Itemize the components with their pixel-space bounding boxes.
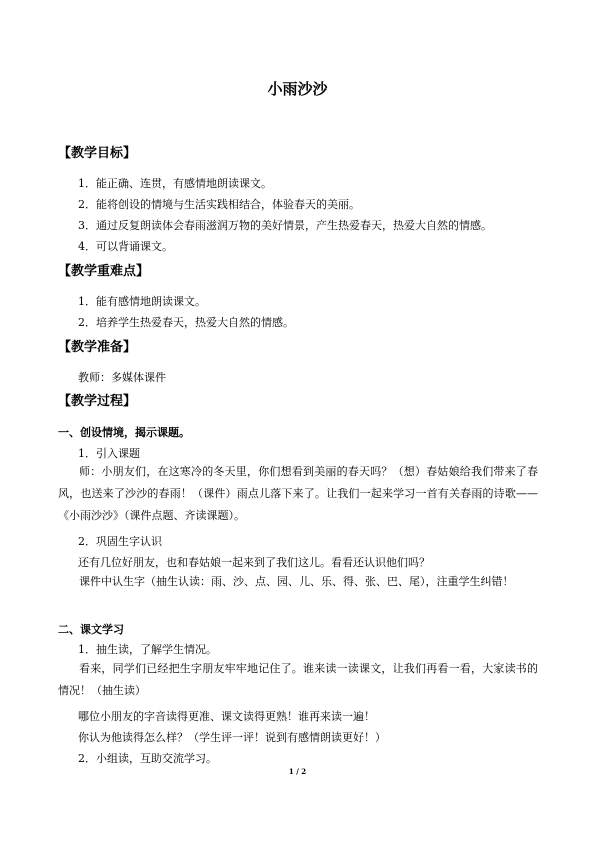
part2-step2: 2．小组读，互助交流学习。 — [78, 752, 217, 765]
key-point-item: 1．能有感情地朗读课文。 — [78, 295, 206, 308]
preparation-heading: 【教学准备】 — [58, 340, 137, 355]
process-heading: 【教学过程】 — [58, 394, 137, 409]
part2-paragraph: 你认为他读得怎么样？（学生评一评！说到有感情朗读更好！） — [78, 731, 386, 744]
objectives-heading: 【教学目标】 — [58, 146, 137, 161]
objective-item: 4．可以背诵课文。 — [78, 240, 173, 253]
objective-item: 1．能正确、连贯，有感情地朗读课文。 — [78, 177, 272, 190]
part2-step1: 1．抽生读，了解学生情况。 — [78, 643, 217, 656]
key-point-item: 2．培养学生热爱春天，热爱大自然的情感。 — [78, 316, 294, 329]
part1-step1: 1．引入课题 — [78, 447, 140, 460]
part2-paragraph: 看来，同学们已经把生字朋友牢牢地记住了。谁来读一读课文，让我们再看一看，大家读书的情况！（抽生读） — [58, 662, 538, 697]
key-points-heading: 【教学重难点】 — [58, 264, 150, 279]
part2-paragraph: 哪位小朋友的字音读得更准、课文读得更熟！谁再来读一遍！ — [78, 710, 375, 723]
part1-paragraph: 还有几位好朋友，也和春姑娘一起来到了我们这儿。看看还认识他们吗？ — [78, 556, 430, 569]
part1-step2: 2．巩固生字认识 — [78, 535, 162, 548]
part2-heading: 二、课文学习 — [58, 623, 124, 636]
part1-paragraph: 课件中认生字（抽生认读：雨、沙、点、园、儿、乐、得、张、巴、尾），注重学生纠错！ — [79, 575, 514, 588]
part1-paragraph: 师：小朋友们，在这寒冷的冬天里，你们想看到美丽的春天吗？（想）春姑娘给我们带来了春风，也送来了沙沙的春雨！（课件）雨点儿落下来了。让我们一起来学习一首有关春雨的诗歌——《小雨沙沙》（课件点题、齐读课题）。 — [58, 465, 538, 522]
document-title: 小雨沙沙 — [267, 80, 328, 98]
part1-heading: 一、创设情境，揭示课题。 — [58, 426, 190, 439]
page-number: 1 / 2 — [288, 767, 307, 776]
preparation-item: 教师：多媒体课件 — [78, 371, 166, 384]
objective-item: 2．能将创设的情境与生活实践相结合，体验春天的美丽。 — [78, 198, 360, 211]
objective-item: 3．通过反复朗读体会春雨滋润万物的美好情景，产生热爱春天，热爱大自然的情感。 — [78, 219, 492, 232]
